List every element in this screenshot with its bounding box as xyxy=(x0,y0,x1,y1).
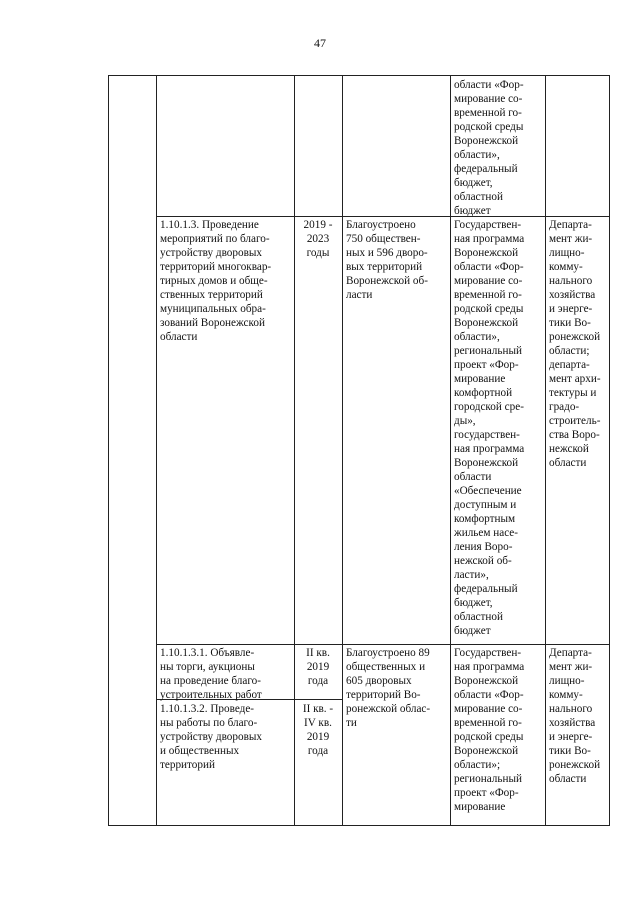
cell-source: Государствен- ная программа Воронежской области «Фор- мирование со- временной го- родской среды Воронежской области»; региональный проект «Фор- мирование xyxy=(454,647,525,813)
table-border-col4 xyxy=(450,75,451,825)
cell-source-continuation: области «Фор- мирование со- временной го- родской среды Воронежской области», федеральный бюджет, областной бюджет xyxy=(454,79,524,217)
table-border-left xyxy=(108,75,109,825)
table-border-bottom xyxy=(108,825,610,826)
cell-activity: 1.10.1.3.1. Объявле- ны торги, аукционы на проведение благо- устроительных работ xyxy=(160,647,262,701)
table-border-col1 xyxy=(156,75,157,825)
cell-period: II кв. - IV кв. 2019 года xyxy=(302,703,334,757)
row-divider xyxy=(156,644,610,645)
cell-source: Государствен- ная программа Воронежской области «Фор- мирование со- временной го- родской среды Воронежской области», региональный проект «Фор- мирование комфортной городской сре- ды», государствен- ная программа Воронежской области «Обеспечение доступным и комфортным жильем насе- ления Воро- нежской об- ласти», федеральный бюджет, областной бюджет xyxy=(454,219,525,637)
cell-period: II кв. 2019 года xyxy=(306,647,330,687)
table-border-col3 xyxy=(342,75,343,825)
cell-activity: 1.10.1.3. Проведение мероприятий по благо- устройству дворовых территорий многоквар- тирных домов и обще- ственных территорий муниципальных обра- зований Воронежской области xyxy=(160,219,272,343)
page-number: 47 xyxy=(314,36,326,50)
table-border-right xyxy=(609,75,610,825)
cell-period: 2019 - 2023 годы xyxy=(303,219,333,259)
cell-executor: Департа- мент жи- лищно- комму- нального хозяйства и энерге- тики Во- ронежской области xyxy=(549,647,601,785)
table-border-top xyxy=(108,75,610,76)
table-border-col5 xyxy=(545,75,546,825)
cell-activity: 1.10.1.3.2. Проведе- ны работы по благо- устройству дворовых и общественных территорий xyxy=(160,703,262,771)
cell-result: Благоустроено 89 общественных и 605 дворовых территорий Во- ронежской облас- ти xyxy=(346,647,431,729)
cell-executor: Департа- мент жи- лищно- комму- нального хозяйства и энерге- тики Во- ронежской области; департа- мент архи- тектуры и градо- строитель- ства Воро- нежской области xyxy=(549,219,601,469)
cell-result: Благоустроено 750 обществен- ных и 596 дворо- вых территорий Воронежской об- ласти xyxy=(346,219,428,301)
